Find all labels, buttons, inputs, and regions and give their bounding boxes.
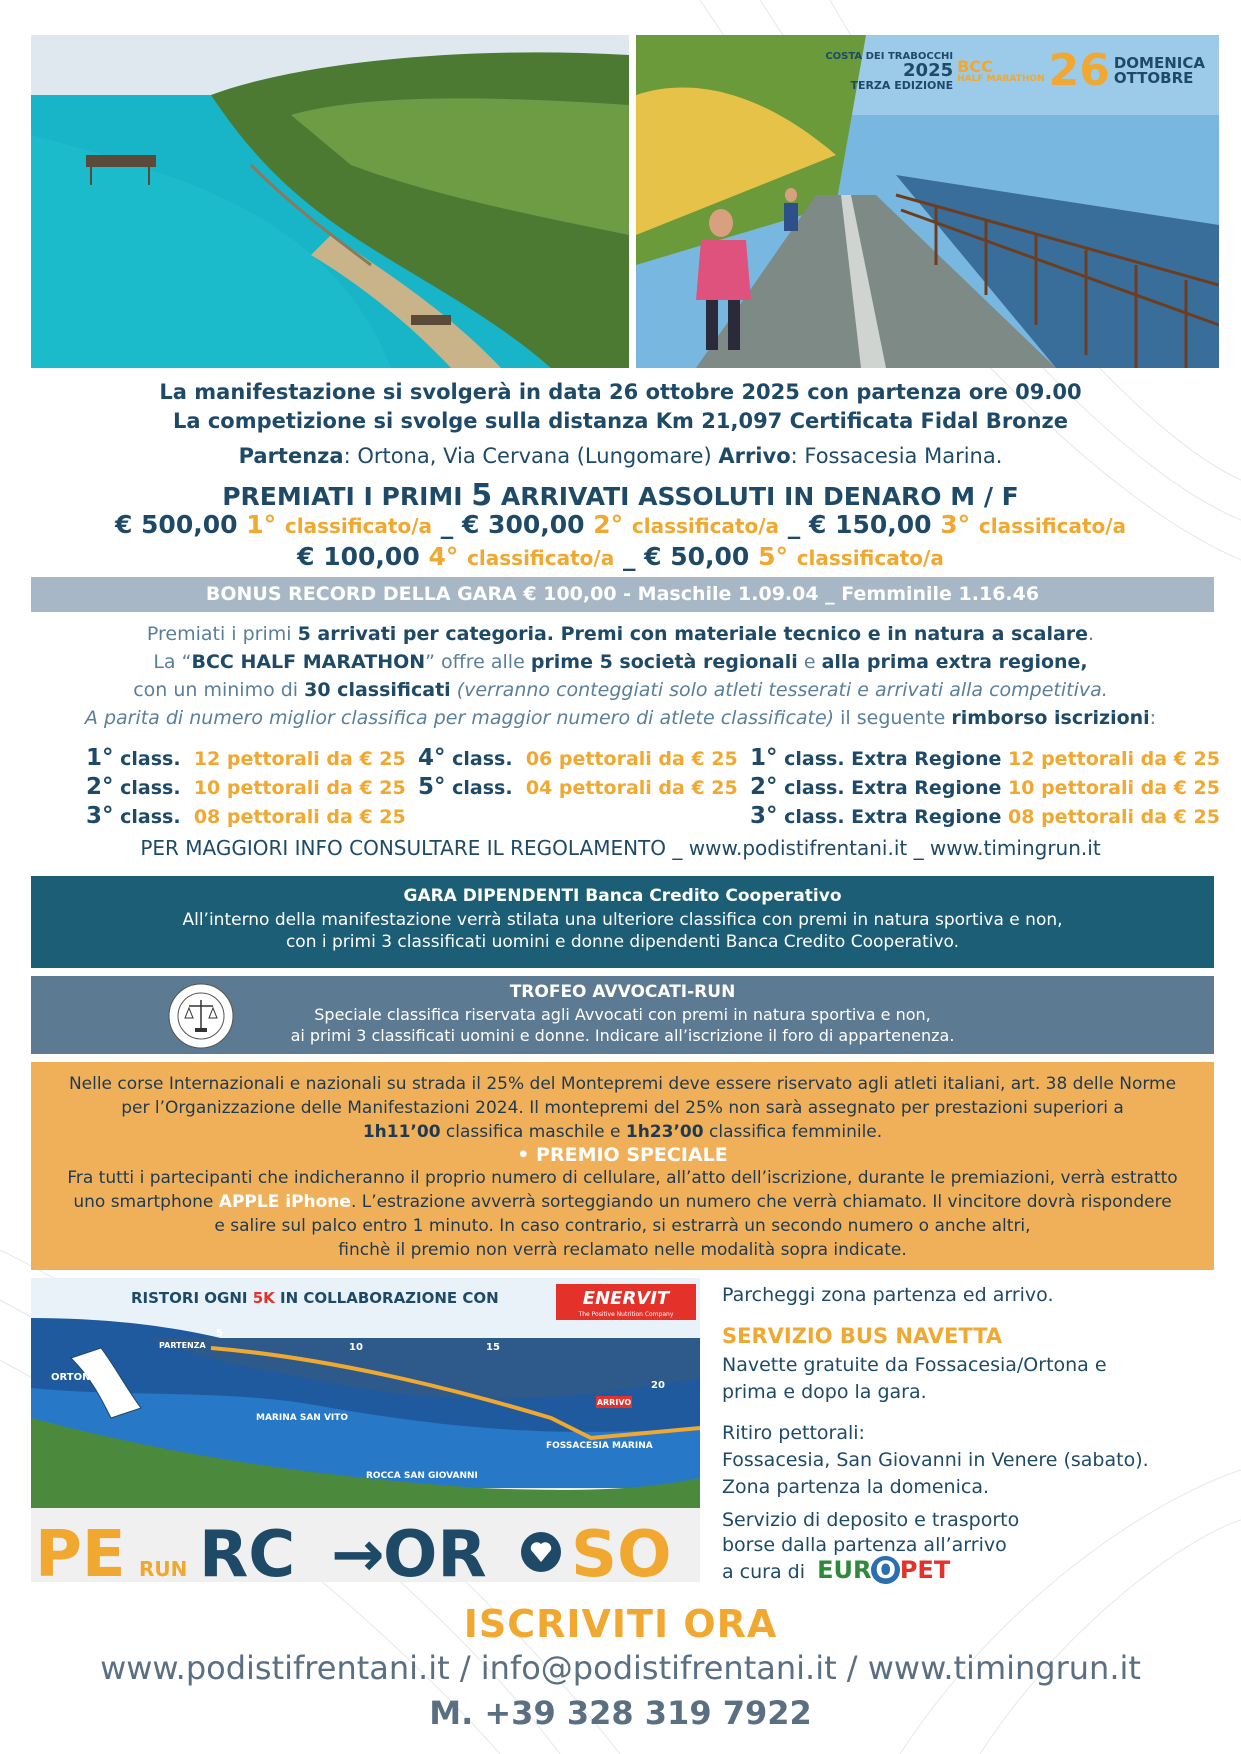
val: 04 pettorali da € 25 xyxy=(525,777,738,799)
premio-s2a: uno smartphone xyxy=(73,1192,219,1212)
finish-value: : Fossacesia Marina. xyxy=(790,444,1003,468)
pos: 3° xyxy=(86,803,114,829)
val: 12 pettorali da € 25 xyxy=(193,748,406,770)
intro-route xyxy=(0,444,1241,468)
pos: 4° xyxy=(418,745,446,771)
ritiro-line-1: Ritiro pettorali: xyxy=(722,1422,865,1444)
km-5: 5 xyxy=(216,1328,223,1339)
prize-4-pos: 4° xyxy=(428,542,459,571)
refund-col-3 xyxy=(750,744,1220,831)
refund-row xyxy=(750,802,1220,831)
cat-t3c: (verranno conteggiati solo atleti tesserati e arrivati alla competitiva. xyxy=(450,679,1108,701)
prize-3-pos: 3° xyxy=(940,510,971,539)
cat-t4b: il seguente xyxy=(834,707,952,729)
cat-t2e: e xyxy=(797,651,822,673)
cat-t2f: alla prima extra regione, xyxy=(821,651,1088,673)
pos: 2° xyxy=(86,774,114,800)
cls: class. Extra Regione xyxy=(777,777,1002,799)
val: 10 pettorali da € 25 xyxy=(1008,777,1220,799)
europet-a: EUR xyxy=(817,1556,872,1584)
norme-premio-box xyxy=(31,1062,1214,1270)
prizes-row-1 xyxy=(0,510,1241,539)
prize-5-amount: € 50,00 xyxy=(644,542,750,571)
prize-1-amount: € 500,00 xyxy=(114,510,238,539)
cls: class. xyxy=(113,806,181,828)
prizes-heading-a: PREMIATI I PRIMI xyxy=(222,482,472,511)
coast-aerial-photo xyxy=(31,35,629,368)
percorso-run: RUN xyxy=(139,1557,188,1581)
trofeo-line-2: ai primi 3 classificati uomini e donne. Indicare all’iscrizione il foro di appartenenza. xyxy=(290,1026,955,1045)
prize-4-label: classificato/a xyxy=(467,546,615,570)
cls: class. xyxy=(113,777,181,799)
ritiro-line-2: Fossacesia, San Giovanni in Venere (sabato). xyxy=(722,1449,1149,1471)
prizes-row-2 xyxy=(0,542,1241,571)
route-map xyxy=(31,1278,700,1582)
val: 08 pettorali da € 25 xyxy=(193,806,406,828)
val: 12 pettorali da € 25 xyxy=(1008,748,1220,770)
event-badge xyxy=(825,45,1205,96)
trofeo-title: TROFEO AVVOCATI-RUN xyxy=(509,982,736,1002)
category-line-4 xyxy=(0,704,1241,732)
km-10: 10 xyxy=(349,1342,363,1353)
trofeo-avvocati-box xyxy=(31,976,1214,1054)
prizes-heading xyxy=(0,478,1241,513)
refund-row xyxy=(418,744,738,773)
label-ortona: ORTONA xyxy=(51,1372,99,1383)
deposito-line-1: Servizio di deposito e trasporto xyxy=(722,1509,1020,1531)
deposito-line-2: borse dalla partenza all’arrivo xyxy=(722,1534,1007,1556)
val: 08 pettorali da € 25 xyxy=(1008,806,1220,828)
prize-4-amount: € 100,00 xyxy=(297,542,420,571)
norme-mid: classifica maschile e xyxy=(440,1122,626,1142)
intro-distance: La competizione si svolge sulla distanza Km 21,097 Certificata Fidal Bronze xyxy=(172,409,1069,433)
bus-title: SERVIZIO BUS NAVETTA xyxy=(722,1324,1003,1348)
val: 10 pettorali da € 25 xyxy=(193,777,406,799)
badge-bcc: BCC xyxy=(957,56,993,76)
percorso-so: SO xyxy=(571,1518,672,1582)
refund-row xyxy=(750,773,1220,802)
label-rocca: ROCCA SAN GIOVANNI xyxy=(366,1471,478,1481)
badge-day: 26 xyxy=(1048,45,1110,96)
cat-t3a: con un minimo di xyxy=(133,679,305,701)
prize-1-pos: 1° xyxy=(246,510,277,539)
label-arrivo: ARRIVO xyxy=(596,1398,632,1407)
runners-photo xyxy=(636,35,1219,368)
pos: 1° xyxy=(86,745,114,771)
premio-line-3: e salire sul palco entro 1 minuto. In caso contrario, si estrarrà un secondo numero o anche altri, xyxy=(214,1216,1031,1236)
contact-links[interactable]: www.podistifrentani.it / info@podistifrentani.it / www.timingrun.it xyxy=(100,1649,1141,1687)
premio-line-1: Fra tutti i partecipanti che indicheranno il proprio numero di cellulare, all’atto dell’iscrizione, durante le premiazioni, verrà estratto xyxy=(67,1168,1178,1188)
europet-c: PET xyxy=(899,1556,951,1584)
norme-line-2: per l’Organizzazione delle Manifestazioni 2024. Il montepremi del 25% non sarà assegnato per prestazioni superiori a xyxy=(121,1098,1124,1118)
badge-half: HALF MARATHON xyxy=(957,73,1045,84)
cls: class. Extra Regione xyxy=(777,806,1002,828)
cat-t1a: Premiati i primi xyxy=(146,623,298,645)
gara-dipendenti-box xyxy=(31,876,1214,968)
norme-time-m: 1h11’00 xyxy=(362,1122,441,1142)
cat-t2c: ” offre alle xyxy=(425,651,531,673)
refund-row xyxy=(750,744,1220,773)
category-line-1 xyxy=(0,620,1241,648)
prize-5-label: classificato/a xyxy=(796,546,944,570)
cat-t2b: BCC HALF MARATHON xyxy=(191,651,426,673)
gara-line-2: con i primi 3 classificati uomini e donne dipendenti Banca Credito Cooperativo. xyxy=(285,932,960,952)
km-20: 20 xyxy=(651,1380,665,1391)
premio-s2c: . L’estrazione avverrà sorteggiando un numero che verrà chiamato. Il vincitore dovrà rispondere xyxy=(350,1192,1172,1212)
premio-line-2 xyxy=(31,1192,1214,1212)
gara-title-rest: Banca Credito Cooperativo xyxy=(579,886,842,906)
norme-time-f: 1h23’00 xyxy=(625,1122,704,1142)
cat-t4c: rimborso iscrizioni xyxy=(951,707,1150,729)
svg-text:→: → xyxy=(331,1518,385,1582)
cat-t4d: : xyxy=(1149,707,1157,729)
cat-t1b: 5 arrivati per categoria. Premi con materiale tecnico e in natura a scalare xyxy=(297,623,1089,645)
badge-costa: COSTA DEI TRABOCCHI xyxy=(825,50,954,62)
finish-label: Arrivo xyxy=(718,444,791,468)
badge-year: 2025 xyxy=(903,59,954,81)
refund-col-1 xyxy=(86,744,406,831)
pos: 3° xyxy=(750,803,778,829)
cls: class. xyxy=(113,748,181,770)
parcheggi-text: Parcheggi zona partenza ed arrivo. xyxy=(722,1284,1054,1306)
europet-logo xyxy=(817,1556,950,1584)
km-15: 15 xyxy=(486,1342,500,1353)
val: 06 pettorali da € 25 xyxy=(525,748,738,770)
enervit-text: ENERVIT xyxy=(582,1288,670,1309)
refund-row xyxy=(86,744,406,773)
gara-title xyxy=(31,876,1214,906)
enervit-sub: The Positive Nutrition Company xyxy=(578,1311,674,1318)
deposito-line-3 xyxy=(722,1557,1222,1586)
refund-row xyxy=(86,802,406,831)
pos: 2° xyxy=(750,774,778,800)
cls: class. xyxy=(445,748,513,770)
prize-sep-1: _ xyxy=(440,510,454,539)
premio-line-4: finchè il premio non verrà reclamato nelle modalità sopra indicate. xyxy=(338,1240,907,1260)
prize-2-label: classificato/a xyxy=(631,514,780,538)
cat-t1c: . xyxy=(1088,623,1095,645)
prize-3-amount: € 150,00 xyxy=(808,510,932,539)
avvocati-seal-icon xyxy=(167,982,235,1050)
phone-number[interactable]: M. +39 328 319 7922 xyxy=(429,1694,812,1732)
prize-1-label: classificato/a xyxy=(284,514,433,538)
prize-3-label: classificato/a xyxy=(978,514,1127,538)
norme-line-3 xyxy=(31,1122,1214,1142)
refund-row xyxy=(86,773,406,802)
prize-2-amount: € 300,00 xyxy=(461,510,585,539)
label-partenza: PARTENZA xyxy=(159,1341,206,1350)
cat-t2d: prime 5 società regionali xyxy=(530,651,798,673)
refund-col-2 xyxy=(418,744,738,802)
prize-sep-2: _ xyxy=(787,510,801,539)
deposito-cura: a cura di xyxy=(722,1561,806,1583)
cls: class. Extra Regione xyxy=(777,748,1002,770)
europet-b: O xyxy=(871,1556,899,1584)
intro-date: La manifestazione si svolgerà in data 26 ottobre 2025 con partenza ore 09.00 xyxy=(159,380,1082,404)
trofeo-line-1: Speciale classifica riservata agli Avvocati con premi in natura sportiva e non, xyxy=(314,1005,931,1024)
badge-month: OTTOBRE xyxy=(1113,69,1194,87)
prize-sep-3: _ xyxy=(622,542,636,571)
label-fossacesia: FOSSACESIA MARINA xyxy=(546,1441,653,1451)
premio-speciale-title: • PREMIO SPECIALE xyxy=(517,1144,728,1166)
bonus-record-bar: BONUS RECORD DELLA GARA € 100,00 - Maschile 1.09.04 _ Femminile 1.16.46 xyxy=(31,577,1214,612)
cls: class. xyxy=(445,777,513,799)
pos: 1° xyxy=(750,745,778,771)
percorso-or: OR xyxy=(383,1518,487,1582)
category-line-3 xyxy=(0,676,1241,704)
prize-5-pos: 5° xyxy=(758,542,788,571)
prizes-heading-num: 5 xyxy=(471,478,493,513)
cat-t4a: A parita di numero miglior classifica per maggior numero di atlete classificate) xyxy=(84,707,835,729)
ristori-text: RISTORI OGNI 5K IN COLLABORAZIONE CON xyxy=(131,1289,499,1307)
bus-line-1: Navette gratuite da Fossacesia/Ortona e xyxy=(722,1354,1107,1376)
prize-2-pos: 2° xyxy=(593,510,624,539)
cat-t3b: 30 classificati xyxy=(304,679,451,701)
gara-title-bold: GARA DIPENDENTI xyxy=(403,886,580,906)
percorso-rc: RC xyxy=(199,1518,296,1582)
start-label: Partenza xyxy=(238,444,344,468)
norme-end: classifica femminile. xyxy=(703,1122,883,1142)
percorso-pe: PE xyxy=(35,1518,126,1582)
ritiro-line-3: Zona partenza la domenica. xyxy=(722,1476,990,1498)
gara-line-1: All’interno della manifestazione verrà stilata una ulteriore classifica con premi in natura sportiva e non, xyxy=(182,910,1063,930)
refund-row xyxy=(418,773,738,802)
more-info-line: PER MAGGIORI INFO CONSULTARE IL REGOLAMENTO _ www.podistifrentani.it _ www.timingrun.it xyxy=(140,836,1101,860)
badge-edition: TERZA EDIZIONE xyxy=(850,78,954,92)
premio-iphone: APPLE iPhone xyxy=(218,1192,351,1212)
pos: 5° xyxy=(418,774,446,800)
iscriviti-ora-button[interactable]: ISCRIVITI ORA xyxy=(463,1602,778,1646)
category-line-2 xyxy=(0,648,1241,676)
cat-t2a: La “ xyxy=(153,651,192,673)
label-marina-san-vito: MARINA SAN VITO xyxy=(256,1413,349,1423)
badge-weekday: DOMENICA xyxy=(1113,54,1205,72)
start-value: : Ortona, Via Cervana (Lungomare) xyxy=(343,444,719,468)
norme-line-1: Nelle corse Internazionali e nazionali su strada il 25% del Montepremi deve essere riservato agli atleti italiani, art. 38 delle Norme xyxy=(68,1074,1177,1094)
bus-line-2: prima e dopo la gara. xyxy=(722,1381,927,1403)
prizes-heading-b: ARRIVATI ASSOLUTI IN DENARO M / F xyxy=(492,482,1019,511)
